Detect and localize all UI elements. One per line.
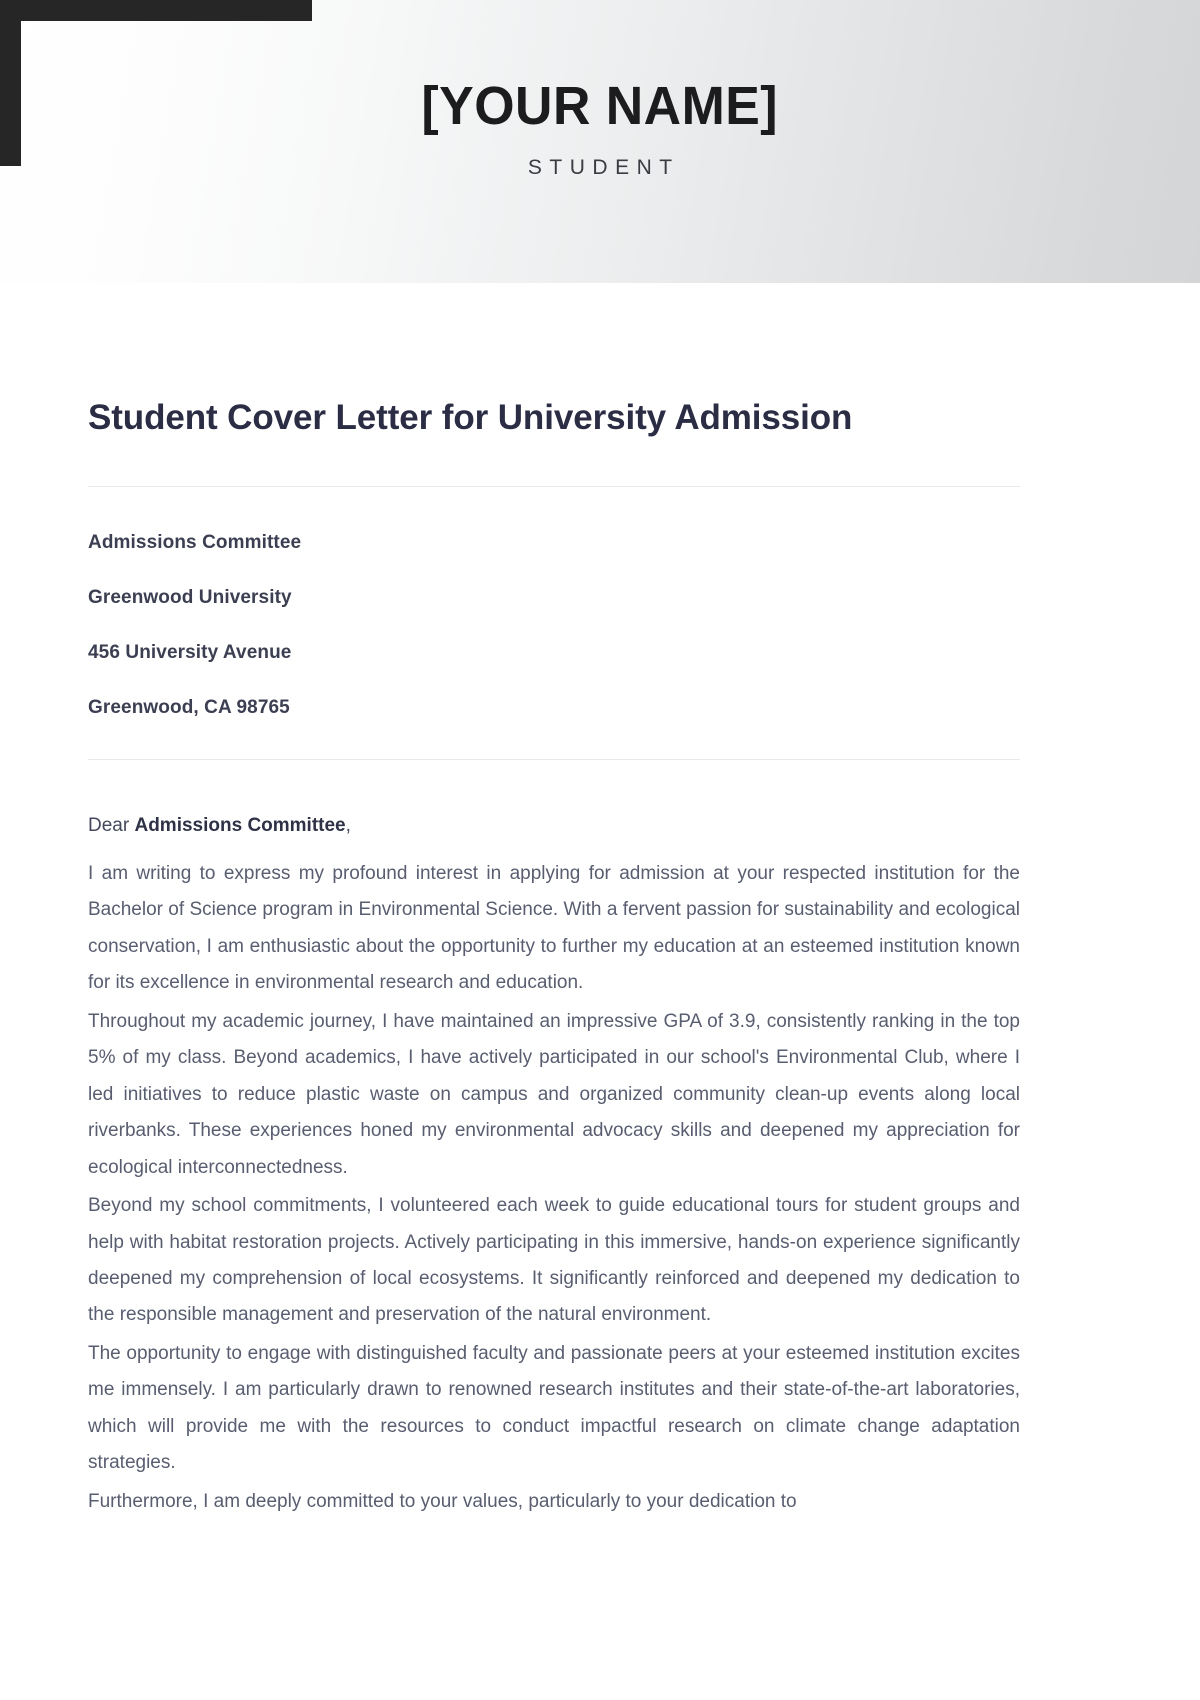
letterhead-text-group [0,0,1200,283]
address-line: Greenwood, CA 98765 [88,696,290,718]
letter-content [88,283,1020,1522]
letter-paragraph: Furthermore, I am deeply committed to your values, particularly to your dedication to [88,1490,797,1512]
letter-body [88,760,1020,1521]
page-title: Student Cover Letter for University Admission [88,398,853,437]
salutation-suffix: , [345,814,351,836]
letter-paragraph: The opportunity to engage with distinguished faculty and passionate peers at your esteemed institution excites me immensely. I am particularly drawn to renowned research institutes and their state-of-the-art laboratories, which will provide me with the resources to conduct impactful research on climate change adaptation strategies. [88,1342,1020,1474]
letter-paragraph: I am writing to express my profound interest in applying for admission at your respected institution for the Bachelor of Science program in Environmental Science. With a fervent passion for sustainability and ecological conservation, I am enthusiastic about the opportunity to further my education at an esteemed institution known for its excellence in environmental research and education. [88,862,1020,994]
salutation [88,808,1020,844]
letter-paragraph: Throughout my academic journey, I have maintained an impressive GPA of 3.9, consistently ranking in the top 5% of my class. Beyond academics, I have actively participated in our school's Environmental Club, where I led initiatives to reduce plastic waste on campus and organized community clean-up events along local riverbanks. These experiences honed my environmental advocacy skills and deepened my appreciation for ecological interconnectedness. [88,1010,1020,1178]
address-line: Admissions Committee [88,531,302,553]
person-name: [YOUR NAME] [421,76,779,136]
address-line: 456 University Avenue [88,641,292,663]
salutation-prefix: Dear [88,814,135,836]
address-line: Greenwood University [88,586,292,608]
person-role: STUDENT [527,155,680,179]
letter-paragraph: Beyond my school commitments, I volunteered each week to guide educational tours for student groups and help with habitat restoration projects. Actively participating in this immersive, hands-on experience significantly deepened my comprehension of local ecosystems. It significantly reinforced and deepened my dedication to the responsible management and preservation of the natural environment. [88,1195,1020,1326]
recipient-address-block [88,487,1020,717]
letterhead-banner [0,0,1200,283]
salutation-recipient: Admissions Committee [134,814,346,836]
